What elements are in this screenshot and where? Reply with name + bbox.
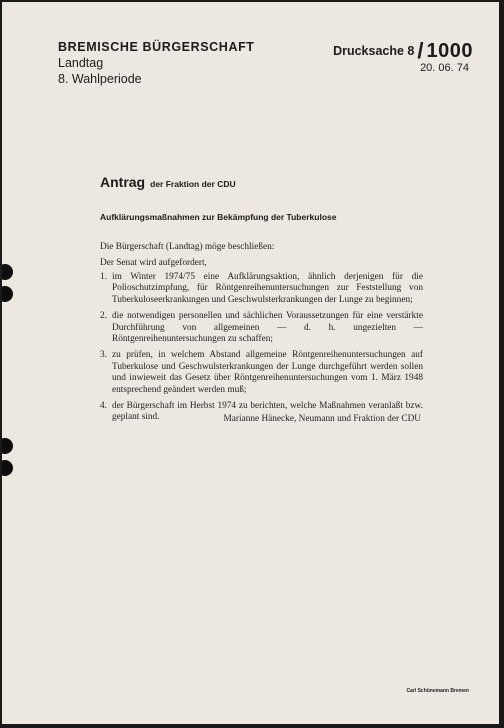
item-text: die notwendigen personellen und sächlichen Voraussetzungen für eine verstärkte Durchführung von allgemeinen — d. h. ungezielten — Röntgenreihenuntersuchungen zu schaffen; bbox=[112, 311, 423, 345]
item-number: 2. bbox=[100, 311, 107, 322]
punch-hole bbox=[2, 264, 13, 280]
document-number: 1000 bbox=[426, 40, 473, 62]
punch-hole bbox=[2, 286, 13, 302]
punch-hole bbox=[2, 460, 13, 476]
document-page bbox=[2, 2, 499, 724]
slash-separator: / bbox=[417, 38, 424, 63]
drucksache-label: Drucksache 8 bbox=[333, 44, 415, 58]
demands-list bbox=[100, 272, 423, 429]
motion-title: Antrag bbox=[100, 174, 146, 190]
resolution-intro: Die Bürgerschaft (Landtag) möge beschließen: bbox=[100, 242, 275, 252]
list-item bbox=[100, 272, 423, 306]
drucksache-number bbox=[333, 38, 473, 64]
item-text: im Winter 1974/75 eine Aufklärungsaktion, ähnlich derjenigen für die Polioschutzimpfung, für Röntgenreihenuntersuchungen zur Feststellung von Tuberkuloseerkrankungen und Geschwulsterkrankungen der Lunge zu beginnen; bbox=[112, 272, 423, 305]
item-number: 1. bbox=[100, 272, 107, 282]
list-item bbox=[100, 311, 423, 345]
item-text: der Bürgerschaft im Herbst 1974 zu berichten, welche Maßnahmen veranlaßt bzw. geplant sind. bbox=[112, 401, 423, 423]
list-item bbox=[100, 350, 423, 396]
chamber-name: Landtag bbox=[58, 56, 104, 70]
motion-submitter: der Fraktion der CDU bbox=[150, 179, 236, 189]
document-date: 20. 06. 74 bbox=[420, 62, 469, 74]
punch-hole bbox=[2, 438, 13, 454]
item-number: 3. bbox=[100, 350, 107, 361]
item-number: 4. bbox=[100, 401, 107, 412]
organization-name: BREMISCHE BÜRGERSCHAFT bbox=[58, 40, 255, 54]
printer-imprint: Carl Schünemann Bremen bbox=[406, 688, 469, 694]
senate-request: Der Senat wird aufgefordert, bbox=[100, 258, 207, 268]
motion-subject: Aufklärungsmaßnahmen zur Bekämpfung der Tuberkulose bbox=[100, 212, 337, 222]
motion-heading bbox=[100, 174, 236, 192]
legislative-period: 8. Wahlperiode bbox=[58, 72, 142, 86]
item-text: zu prüfen, in welchem Abstand allgemeine Röntgenreihenuntersuchungen auf Tuberkulose und Geschwulsterkrankungen der Lunge durchgeführt werden sollen und inwieweit das Gesetz über Röntgenreihenuntersuchungen vom 1. März 1948 entsprechend geändert werden muß; bbox=[112, 350, 423, 395]
signatories: Marianne Hänecke, Neumann und Fraktion der CDU bbox=[223, 414, 421, 424]
